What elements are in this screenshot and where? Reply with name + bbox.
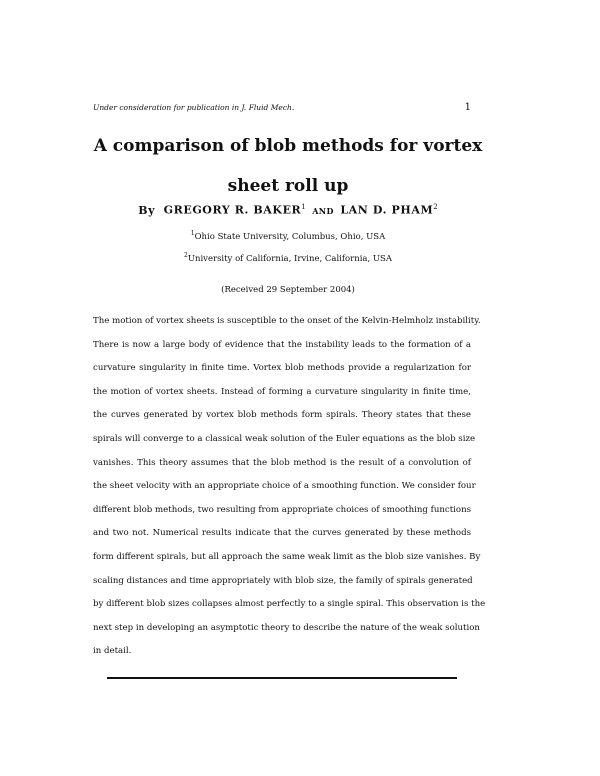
abstract-line: the curves generated by vortex blob methods form spirals. Theory states that these [93,410,471,421]
author-line [60,203,516,217]
abstract-line: vanishes. This theory assumes that the blob method is the result of a convolution of [93,457,471,468]
abstract-line: spirals will converge to a classical weak solution of the Euler equations as the blob size [93,433,476,444]
affiliation-2 [60,252,516,264]
received-date: (Received 29 September 2004) [221,285,355,295]
affiliation-1-mark: 1 [190,230,195,237]
affiliation-2-text: University of California, Irvine, California, USA [187,253,393,264]
abstract-line: the motion of vortex sheets. Instead of forming a curvature singularity in finite time, [93,386,471,397]
author-2: LAN D. PHAM [340,203,434,217]
author-and: AND [312,205,334,216]
abstract-line: The motion of vortex sheets is susceptible to the onset of the Kelvin-Helmholz instability. [93,316,481,326]
abstract-line: the sheet velocity with an appropriate choice of a smoothing function. We consider four [93,481,476,492]
abstract-line: in detail. [93,646,132,657]
affiliation-1-text: Ohio State University, Columbus, Ohio, USA [194,231,386,242]
author-by: By [138,203,156,217]
running-title: Under consideration for publication in J. Fluid Mech. [93,103,295,112]
abstract-line: different blob methods, two resulting from appropriate choices of smoothing functions [93,504,472,515]
abstract-line: form different spirals, but all approach the same weak limit as the blob size vanishes. By [93,551,481,562]
author-1-mark: 1 [301,203,306,211]
abstract [93,310,486,664]
title-line-2: sheet roll up [227,176,349,196]
title-line-1: A comparison of blob methods for vortex [93,136,483,156]
horizontal-rule [107,677,457,679]
abstract-line: and two not. Numerical results indicate that the curves generated by these methods [93,528,471,539]
author-2-mark: 2 [433,203,438,211]
abstract-line: next step in developing an asymptotic theory to describe the nature of the weak solution [93,622,480,633]
affiliation-2-mark: 2 [183,252,188,259]
running-head [93,102,471,113]
abstract-line: curvature singularity in finite time. Vortex blob methods provide a regularization for [93,363,471,374]
author-1: GREGORY R. BAKER [163,203,302,217]
abstract-line: scaling distances and time appropriately with blob size, the family of spirals generated [93,575,473,586]
abstract-line: by different blob sizes collapses almost perfectly to a single spiral. This observation is the [93,599,486,610]
abstract-line: There is now a large body of evidence that the instability leads to the formation of a [93,339,471,350]
affiliation-1 [60,230,516,242]
paper-title [60,126,516,206]
page-number: 1 [464,102,471,113]
